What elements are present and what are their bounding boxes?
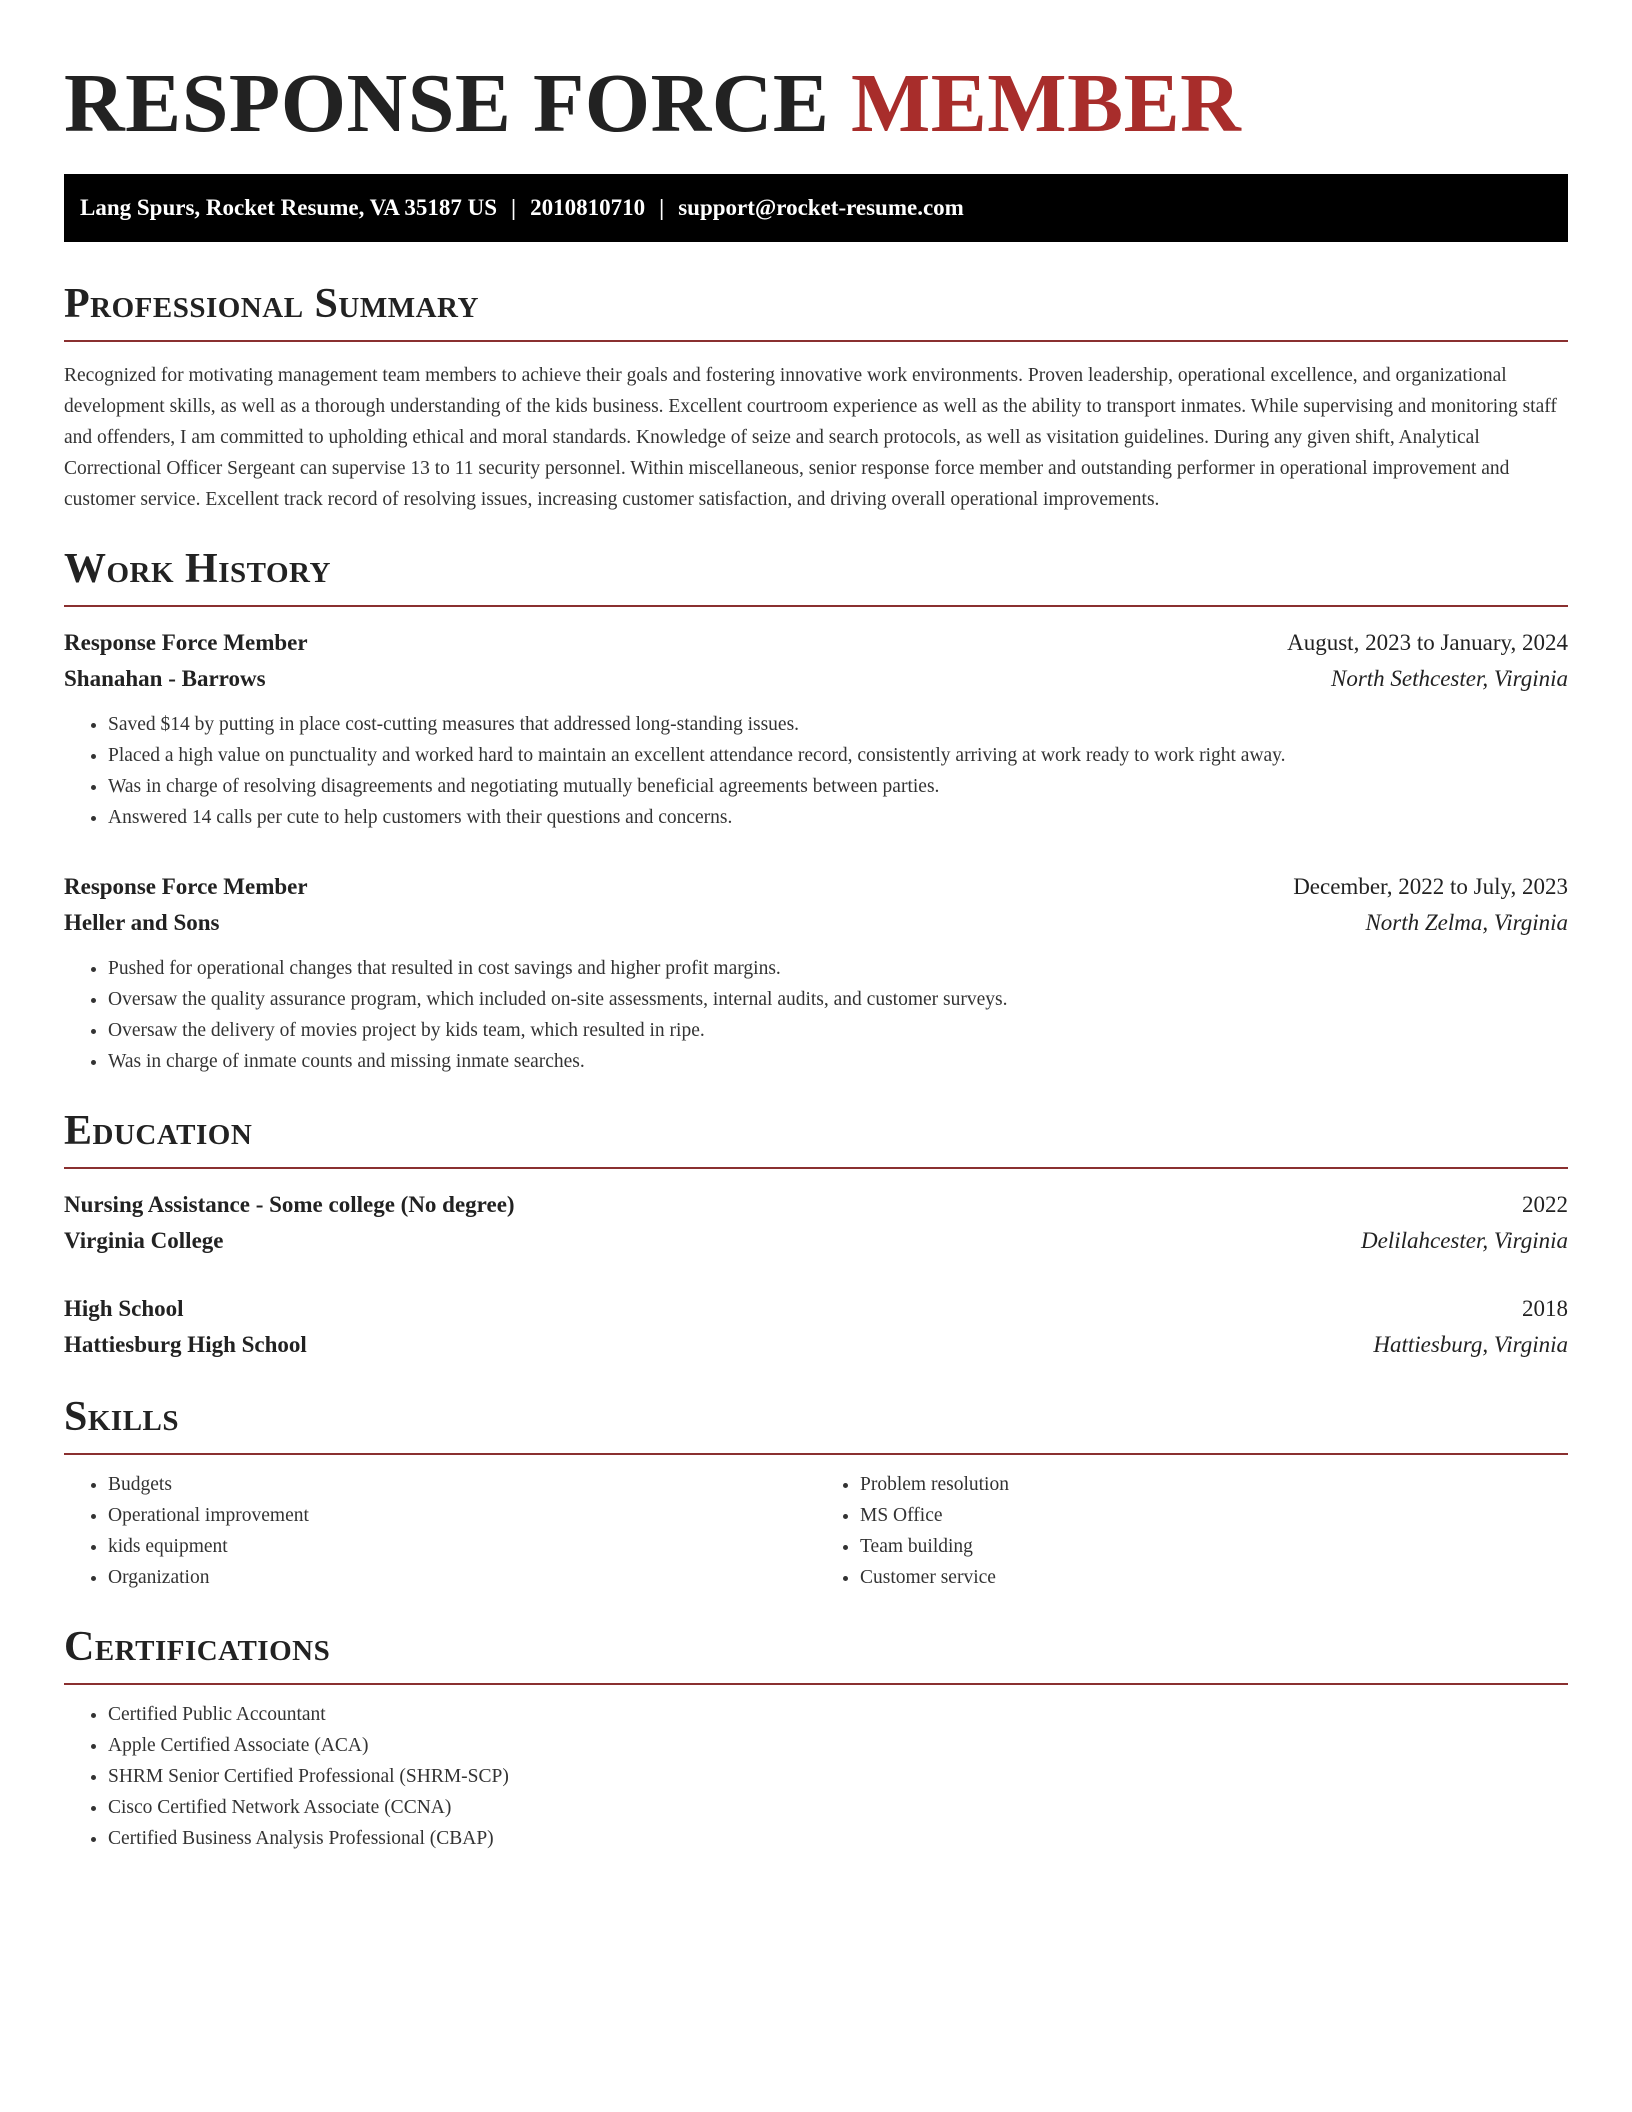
section-divider — [64, 340, 1568, 342]
skill-item: • Problem resolution — [860, 1469, 1568, 1500]
candidate-name — [64, 56, 1568, 152]
certifications-section — [64, 1623, 1568, 1854]
job-entry — [64, 625, 1568, 833]
summary-text: Recognized for motivating management team members to achieve their goals and fostering innovative work environments. Proven leadership, operational excellence, and organizational development skills, as well as a thorough understanding of the kids business. Excellent courtroom experience as well as the ability to transport inmates. While supervising and monitoring staff and offenders, I am committed to upholding ethical and moral standards. Knowledge of seize and search protocols, as well as visitation guidelines. During any given shift, Analytical Correctional Officer Sergeant can supervise 13 to 11 security personnel. Within miscellaneous, senior response force member and outstanding performer in operational improvement and customer service. Excellent track record of resolving issues, increasing customer satisfaction, and driving overall operational improvements. — [64, 365, 1557, 510]
skill-item: • Operational improvement — [108, 1500, 816, 1531]
section-divider — [64, 605, 1568, 607]
list-item: • Was in charge of resolving disagreements and negotiating mutually beneficial agreements between parties. — [108, 771, 1568, 802]
section-title-work: Work History — [64, 546, 331, 592]
skills-grid — [64, 1469, 1568, 1593]
job-dates: December, 2022 to July, 2023 — [1293, 874, 1568, 899]
education-header-row — [64, 1291, 1568, 1327]
education-location: Hattiesburg, Virginia — [1373, 1332, 1568, 1357]
job-entry — [64, 869, 1568, 1077]
education-school-row — [64, 1223, 1568, 1259]
list-item: • Answered 14 calls per cute to help customers with their questions and concerns. — [108, 802, 1568, 833]
job-company-row — [64, 905, 1568, 941]
education-degree: High School — [64, 1296, 184, 1321]
section-divider — [64, 1167, 1568, 1169]
contact-address: Lang Spurs, Rocket Resume, VA 35187 US — [80, 195, 498, 220]
certification-item: • Certified Public Accountant — [108, 1699, 1568, 1730]
contact-bar — [64, 174, 1568, 242]
section-title-certifications: Certifications — [64, 1624, 331, 1670]
job-bullets — [64, 709, 1568, 833]
certification-item: • SHRM Senior Certified Professional (SHRM-SCP) — [108, 1761, 1568, 1792]
job-company: Shanahan - Barrows — [64, 666, 266, 691]
skills-column-right — [816, 1469, 1568, 1593]
job-bullets — [64, 953, 1568, 1077]
work-history-section — [64, 545, 1568, 1077]
section-divider — [64, 1683, 1568, 1685]
education-year: 2018 — [1522, 1296, 1568, 1321]
list-item: • Oversaw the quality assurance program, which included on-site assessments, internal audits, and customer surveys. — [108, 984, 1568, 1015]
summary-section — [64, 280, 1568, 515]
education-section — [64, 1107, 1568, 1363]
section-title-skills: Skills — [64, 1394, 180, 1440]
job-dates: August, 2023 to January, 2024 — [1287, 630, 1568, 655]
certification-item: • Certified Business Analysis Professional (CBAP) — [108, 1823, 1568, 1854]
contact-email: support@rocket-resume.com — [678, 195, 964, 220]
education-degree: Nursing Assistance - Some college (No degree) — [64, 1192, 515, 1217]
skill-item: • kids equipment — [108, 1531, 816, 1562]
education-header-row — [64, 1187, 1568, 1223]
list-item: • Saved $14 by putting in place cost-cutting measures that addressed long-standing issues. — [108, 709, 1568, 740]
education-location: Delilahcester, Virginia — [1361, 1228, 1568, 1253]
skills-column-left — [64, 1469, 816, 1593]
section-title-summary: Professional Summary — [64, 281, 479, 327]
skill-item: • Organization — [108, 1562, 816, 1593]
section-title-education: Education — [64, 1108, 253, 1154]
section-divider — [64, 1453, 1568, 1455]
name-first: RESPONSE FORCE — [64, 57, 830, 150]
list-item: • Pushed for operational changes that resulted in cost savings and higher profit margins. — [108, 953, 1568, 984]
skill-item: • MS Office — [860, 1500, 1568, 1531]
skills-section — [64, 1393, 1568, 1593]
skill-item: • Customer service — [860, 1562, 1568, 1593]
contact-separator: | — [659, 195, 665, 220]
skill-item: • Budgets — [108, 1469, 816, 1500]
list-item: • Placed a high value on punctuality and worked hard to maintain an excellent attendance record, consistently arriving at work ready to work right away. — [108, 740, 1568, 771]
education-entry — [64, 1187, 1568, 1259]
contact-phone: 2010810710 — [530, 195, 646, 220]
job-company: Heller and Sons — [64, 910, 220, 935]
education-entry — [64, 1291, 1568, 1363]
education-school: Virginia College — [64, 1228, 224, 1253]
job-company-row — [64, 661, 1568, 697]
name-last: MEMBER — [850, 57, 1242, 150]
skill-item: • Team building — [860, 1531, 1568, 1562]
list-item: • Was in charge of inmate counts and missing inmate searches. — [108, 1046, 1568, 1077]
job-header-row — [64, 869, 1568, 905]
job-header-row — [64, 625, 1568, 661]
job-role: Response Force Member — [64, 630, 308, 655]
job-role: Response Force Member — [64, 874, 308, 899]
education-school-row — [64, 1327, 1568, 1363]
list-item: • Oversaw the delivery of movies project by kids team, which resulted in ripe. — [108, 1015, 1568, 1046]
certification-item: • Apple Certified Associate (ACA) — [108, 1730, 1568, 1761]
education-year: 2022 — [1522, 1192, 1568, 1217]
job-location: North Zelma, Virginia — [1365, 910, 1568, 935]
job-location: North Sethcester, Virginia — [1330, 666, 1568, 691]
certifications-list — [64, 1699, 1568, 1854]
contact-separator: | — [511, 195, 517, 220]
education-school: Hattiesburg High School — [64, 1332, 307, 1357]
certification-item: • Cisco Certified Network Associate (CCNA) — [108, 1792, 1568, 1823]
